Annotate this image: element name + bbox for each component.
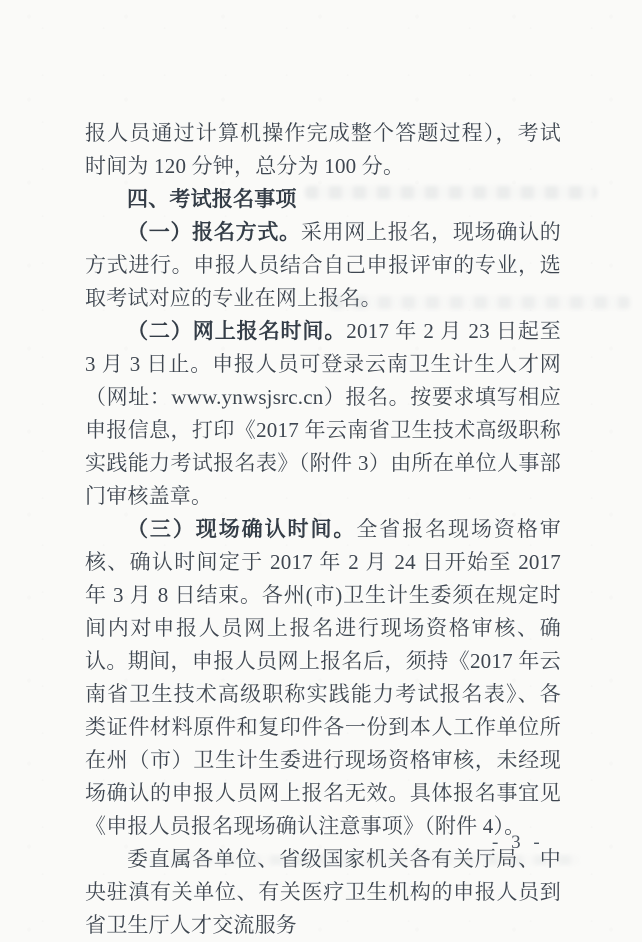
paragraph-text: 全省报名现场资格审核、确认时间定于 2017 年 2 月 24 日开始至 2017 年 3 月 8 日结束。各州(市)卫生计生委须在规定时间内对申报人员网上报名进行现场资格审核、确认。期间，申报人员网上报名后，须持《2017 年云南省卫生技术高级职称实践能力考试报名表》、各类证件材料原件和复印件各一份到本人工作单位所在州（市）卫生计生委进行现场资格审核，未经现场确认的申报人员网上报名无效。具体报名事宜见《申报人员报名现场确认注意事项》（附件 4）。 [85, 517, 561, 838]
paragraph-text: 采用网上报名，现场确认的方式进行。申报人员结合自己申报评审的专业，选取考试对应的专业在网上报名。 [85, 220, 561, 310]
paragraph-text: 委直属各单位、省级国家机关各有关厅局、中央驻滇有关单位、有关医疗卫生机构的申报人员到省卫生厅人才交流服务 [85, 847, 561, 937]
paragraph-onsite-confirmation-time [85, 513, 561, 843]
paragraph-label: （一）报名方式。 [127, 220, 301, 244]
section-heading-text: 四、考试报名事项 [127, 187, 297, 211]
paragraph-text: 2017 年 2 月 23 日起至 3 月 3 日止。申报人员可登录云南卫生计生人才网（网址：www.ynwsjsrc.cn）报名。按要求填写相应申报信息，打印《2017 年云南省卫生技术高级职称实践能力考试报名表》（附件 3）由所在单位人事部门审核盖章。 [85, 319, 562, 508]
paragraph-continuation [85, 117, 561, 183]
paragraph-text: 报人员通过计算机操作完成整个答题过程），考试时间为 120 分钟，总分为 100 分。 [85, 121, 561, 178]
paragraph-label: （三）现场确认时间。 [127, 517, 357, 541]
document-body [85, 117, 561, 942]
bleed-through-artifact [305, 186, 597, 199]
paragraph-online-registration-time [85, 315, 561, 513]
page-number: - 3 - [492, 832, 544, 853]
paragraph-label: （二）网上报名时间。 [127, 319, 347, 343]
bleed-through-artifact [330, 296, 630, 309]
bleed-through-artifact [150, 855, 580, 865]
